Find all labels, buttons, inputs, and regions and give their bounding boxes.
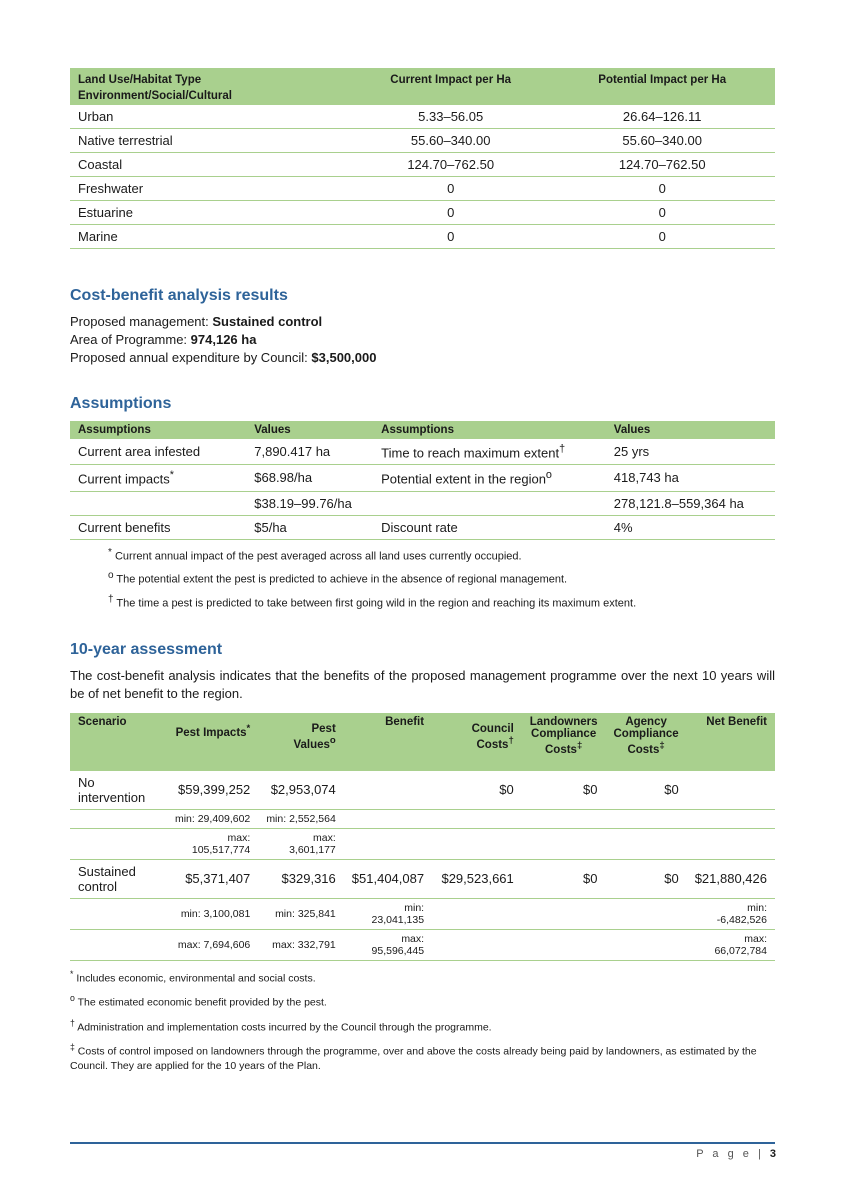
assumption-label [373,465,606,491]
cell-text: 418,743 ha [613,470,679,486]
potential-impact: 0 [549,201,775,225]
assessment-notes [70,967,775,1073]
assessment-council: $29,523,661 [432,859,522,898]
cell-text: Current benefits [78,519,171,535]
assessment-values: max: 3,601,177 [258,828,344,859]
habitat-type: Coastal [70,153,352,177]
assumption-label [70,465,246,491]
footnote [108,546,775,564]
assessment-values: $2,953,074 [258,771,344,810]
header-agency: Agency Compliance Costs‡ [606,713,687,771]
cell-text: Potential extent in the region [381,471,546,487]
assessment-impacts: max: 105,517,774 [166,828,259,859]
footnote-mark: * [70,968,74,979]
header-pest-impacts: Pest Impacts* [166,713,259,771]
assessment-title: 10-year assessment [70,640,223,658]
assumptions-table [70,421,775,540]
footnote-mark: * [108,546,112,558]
potential-impact: 124.70–762.50 [549,153,775,177]
footnote-mark: † [108,593,114,605]
cell-text: $38.19–99.76/ha [254,495,352,511]
assessment-net [687,809,775,828]
assumption-value [246,515,373,539]
table-row [70,105,775,129]
table-row [70,809,775,828]
assessment-scenario [70,929,166,960]
assessment-net: max: 66,072,784 [687,929,775,960]
assessment-net [687,771,775,810]
footnote-text: Current annual impact of the pest averaged across all land uses currently occupied. [114,550,522,563]
habitat-type: Marine [70,225,352,249]
footnote-text: The time a pest is predicted to take between first going wild in the region and reaching its maximum extent. [116,597,637,610]
assessment-benefit [344,828,432,859]
assumption-value [246,439,373,465]
footnote-mark: † [70,1017,75,1028]
table-row [70,929,775,960]
assumption-label [70,439,246,465]
current-impact: 0 [352,201,549,225]
assumption-value [606,515,775,539]
assumptions-header: Assumptions [70,421,246,439]
habitat-type: Urban [70,105,352,129]
habitat-type: Estuarine [70,201,352,225]
assessment-impacts: min: 29,409,602 [166,809,259,828]
assumption-value [246,465,373,491]
footnote-text: Administration and implementation costs incurred by the Council through the programme. [77,1021,492,1034]
assessment-landowners: $0 [522,771,606,810]
footnote-mark: ‡ [70,1042,75,1053]
assumption-value [606,465,775,491]
table-row [70,515,775,539]
footnote [108,593,775,611]
assessment-landowners [522,828,606,859]
assessment-landowners [522,898,606,929]
assessment-council [432,898,522,929]
assessment-landowners [522,809,606,828]
footnote-mark: o [70,993,75,1004]
assumption-value [246,491,373,515]
cba-expenditure: Proposed annual expenditure by Council: $3,500,000 [70,350,377,365]
assessment-values: min: 2,552,564 [258,809,344,828]
footnote-mark: o [545,469,552,482]
assessment-scenario [70,828,166,859]
header-council-costs: Council Costs† [432,713,522,771]
assessment-net: $21,880,426 [687,859,775,898]
impact-header-potential: Potential Impact per Ha [549,68,775,105]
footnote-mark: o [108,570,114,582]
assessment-benefit: min: 23,041,135 [344,898,432,929]
cell-text: 278,121.8–559,364 ha [613,495,744,511]
assessment-agency: $0 [606,859,687,898]
footnote [70,1016,775,1035]
assessment-values: min: 325,841 [258,898,344,929]
table-row [70,153,775,177]
footer-divider [70,1142,775,1144]
current-impact: 5.33–56.05 [352,105,549,129]
assessment-table [70,713,775,961]
assumption-label [373,439,606,465]
impact-header-current: Current Impact per Ha [352,68,549,105]
page-content [70,68,775,1073]
assessment-scenario [70,898,166,929]
table-row [70,898,775,929]
cell-text: $68.98/ha [254,470,313,486]
values-header: Values [606,421,775,439]
assessment-intro: The cost-benefit analysis indicates that the benefits of the proposed management programme over the next 10 years will be of net benefit to the region. [70,667,775,701]
potential-impact: 26.64–126.11 [549,105,775,129]
footnote-text: The estimated economic benefit provided by the pest. [77,996,327,1009]
habitat-type: Freshwater [70,177,352,201]
assessment-values: max: 332,791 [258,929,344,960]
assessment-benefit: max: 95,596,445 [344,929,432,960]
potential-impact: 55.60–340.00 [549,129,775,153]
assessment-agency: $0 [606,771,687,810]
current-impact: 124.70–762.50 [352,153,549,177]
assessment-scenario [70,809,166,828]
cba-title: Cost-benefit analysis results [70,287,288,304]
cba-area: Area of Programme: 974,126 ha [70,332,257,347]
potential-impact: 0 [549,177,775,201]
table-row [70,177,775,201]
footnote-mark: † [559,443,566,455]
assumption-value [606,439,775,465]
table-row [70,465,775,491]
cba-management: Proposed management: Sustained control [70,314,323,329]
footnote-text: Includes economic, environmental and social costs. [76,972,316,985]
assessment-values: $329,316 [258,859,344,898]
assessment-agency [606,929,687,960]
current-impact: 55.60–340.00 [352,129,549,153]
current-impact: 0 [352,225,549,249]
assumption-value [606,491,775,515]
page-footer: P a g e | 3 [696,1148,776,1160]
assessment-agency [606,898,687,929]
habitat-type: Native terrestrial [70,129,352,153]
assessment-impacts: min: 3,100,081 [166,898,259,929]
assessment-agency [606,828,687,859]
assessment-landowners [522,929,606,960]
header-scenario: Scenario [70,713,166,771]
assumption-label [70,515,246,539]
cell-text: $5/ha [254,519,287,535]
impact-table [70,68,775,249]
footnote-mark: * [169,469,174,482]
cell-text: 4% [613,519,633,535]
table-row [70,491,775,515]
assessment-council [432,828,522,859]
header-net-benefit: Net Benefit [687,713,775,771]
footnote [70,991,775,1010]
table-row [70,828,775,859]
table-row [70,201,775,225]
assumptions-notes [70,546,775,611]
cell-text: 25 yrs [613,444,650,460]
table-row [70,129,775,153]
potential-impact: 0 [549,225,775,249]
assessment-benefit [344,809,432,828]
assessment-council [432,929,522,960]
assessment-landowners: $0 [522,859,606,898]
assessment-impacts: max: 7,694,606 [166,929,259,960]
table-row [70,439,775,465]
cell-text: 7,890.417 ha [254,444,331,460]
header-benefit: Benefit [344,713,432,771]
footnote-text: The potential extent the pest is predicted to achieve in the absence of regional management. [116,573,568,586]
table-row [70,859,775,898]
assumption-label [373,515,606,539]
assumption-label [373,491,606,515]
assessment-impacts: $5,371,407 [166,859,259,898]
assumptions-header: Assumptions [373,421,606,439]
cell-text: Current impacts [78,471,170,487]
assessment-net: min: -6,482,526 [687,898,775,929]
assumptions-title: Assumptions [70,395,172,412]
impact-header-type: Land Use/Habitat Type Environment/Social/Cultural [70,68,352,105]
assessment-impacts: $59,399,252 [166,771,259,810]
footnote [70,1040,775,1073]
current-impact: 0 [352,177,549,201]
assumption-label [70,491,246,515]
header-pest-values: Pest Values$^o$ [258,713,344,771]
assessment-net [687,828,775,859]
assessment-benefit [344,771,432,810]
table-row [70,225,775,249]
assessment-council [432,809,522,828]
cell-text: Current area infested [78,444,201,460]
assessment-council: $0 [432,771,522,810]
assessment-scenario: No intervention [70,771,166,810]
header-landowners: Landowners Compliance Costs‡ [522,713,606,771]
footnote [70,967,775,986]
values-header: Values [246,421,373,439]
footnote-text: Costs of control imposed on landowners through the programme, over and above the costs already being paid by landowners, as estimated by the Council. They are applied for the 10 years of the Plan. [70,1045,757,1072]
assessment-scenario: Sustained control [70,859,166,898]
assessment-benefit: $51,404,087 [344,859,432,898]
assessment-agency [606,809,687,828]
cell-text: Discount rate [381,519,458,535]
footnote [108,569,775,587]
cell-text: Time to reach maximum extent [381,445,560,461]
table-row [70,771,775,810]
